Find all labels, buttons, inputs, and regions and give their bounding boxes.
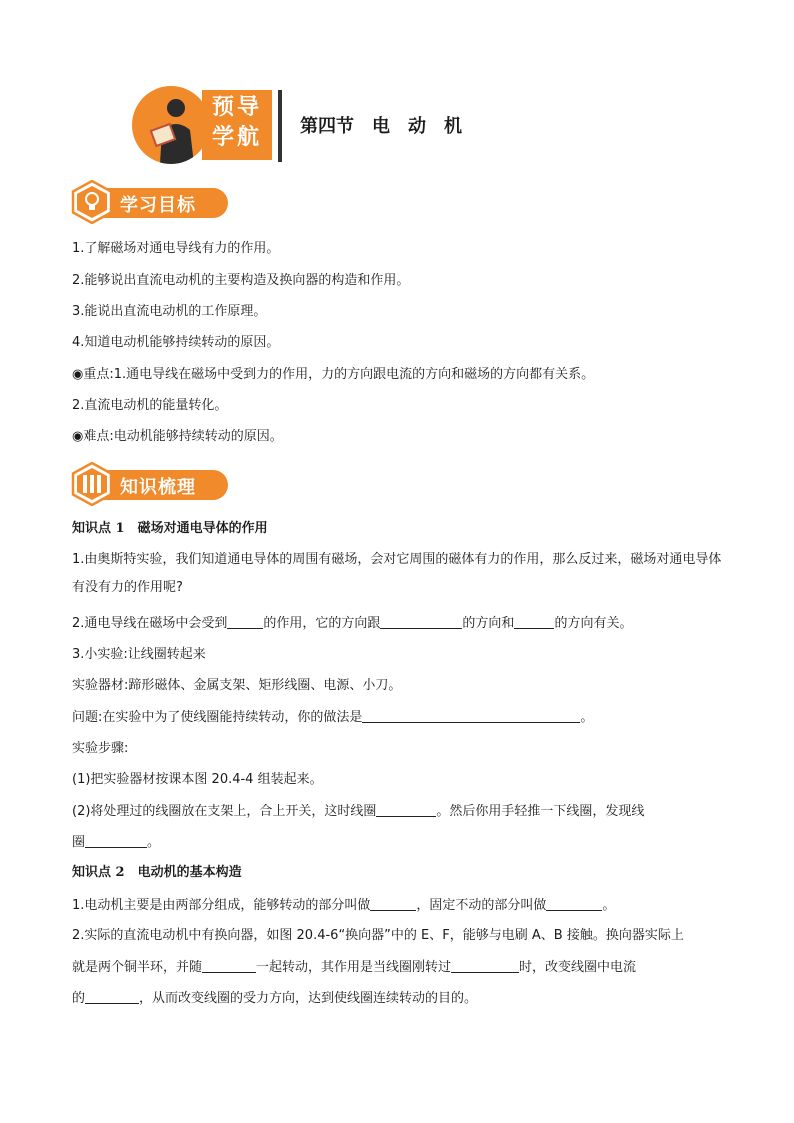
badge-line-2: 学航 (212, 124, 263, 150)
fill-in-sentence: (2)将处理过的线圈放在支架上，合上开关，这时线圈 。然后你用手轻推一下线圈，发现线 (72, 804, 645, 819)
answer-blank[interactable] (362, 708, 580, 723)
books-icon (70, 462, 114, 506)
knowledge-point-title: 知识点 1 磁场对通电导体的作用 (72, 521, 268, 536)
lightbulb-icon (70, 180, 114, 224)
goal-item: 4.知道电动机能够持续转动的原因。 (72, 335, 280, 350)
reading-person-icon (132, 86, 210, 164)
knowledge-point-title: 知识点 2 电动机的基本构造 (72, 865, 242, 880)
paragraph: 2.实际的直流电动机中有换向器，如图 20.4-6“换向器”中的 E、F，能够与电刷 A、B 接触。换向器实际上 (72, 928, 684, 943)
answer-blank[interactable] (451, 958, 519, 973)
goal-item: 2.直流电动机的能量转化。 (72, 398, 228, 413)
paragraph: 实验步骤: (72, 741, 129, 756)
section-banner-knowledge (70, 462, 235, 506)
answer-blank[interactable] (376, 802, 436, 817)
fill-in-sentence: 问题:在实验中为了使线圈能持续转动，你的做法是 。 (72, 710, 594, 725)
page-title: 第四节 电 动 机 (300, 116, 462, 137)
answer-blank[interactable] (380, 614, 462, 629)
fill-in-sentence: 2.通电导线在磁场中会受到 的作用，它的方向跟 的方向和 的方向有关。 (72, 616, 633, 631)
goal-item: 2.能够说出直流电动机的主要构造及换向器的构造和作用。 (72, 273, 410, 288)
fill-in-sentence: 的 ，从而改变线圈的受力方向，达到使线圈连续转动的目的。 (72, 991, 478, 1006)
header-badge-text (212, 92, 272, 152)
badge-line-1: 预导 (212, 94, 263, 120)
answer-blank[interactable] (546, 896, 602, 911)
section-title: 学习目标 (120, 195, 196, 216)
answer-blank[interactable] (85, 833, 147, 848)
key-point: ◉重点:1.通电导线在磁场中受到力的作用，力的方向跟电流的方向和磁场的方向都有关系。 (72, 367, 595, 382)
paragraph: 实验器材:蹄形磁体、金属支架、矩形线圈、电源、小刀。 (72, 678, 402, 693)
answer-blank[interactable] (370, 896, 416, 911)
section-title: 知识梳理 (120, 477, 196, 498)
goal-item: 3.能说出直流电动机的工作原理。 (72, 304, 267, 319)
lesson-header (132, 86, 652, 164)
answer-blank[interactable] (227, 614, 263, 629)
fill-in-sentence: 就是两个铜半环，并随 一起转动，其作用是当线圈刚转过 时，改变线圈中电流 (72, 960, 637, 975)
header-divider (278, 90, 282, 162)
paragraph: 3.小实验:让线圈转起来 (72, 647, 206, 662)
section-banner-goals (70, 180, 235, 224)
answer-blank[interactable] (85, 989, 139, 1004)
fill-in-sentence: 1.电动机主要是由两部分组成，能够转动的部分叫做 ，固定不动的部分叫做 。 (72, 898, 616, 913)
paragraph: (1)把实验器材按课本图 20.4-4 组装起来。 (72, 772, 323, 787)
paragraph: 1.由奥斯特实验，我们知道通电导体的周围有磁场，会对它周围的磁体有力的作用，那么反过来，磁场对通电导体有没有力的作用呢? (72, 552, 722, 595)
answer-blank[interactable] (202, 958, 256, 973)
fill-in-sentence: 圈 。 (72, 835, 161, 850)
answer-blank[interactable] (514, 614, 554, 629)
goal-item: 1.了解磁场对通电导线有力的作用。 (72, 241, 280, 256)
difficult-point: ◉难点:电动机能够持续转动的原因。 (72, 429, 283, 444)
